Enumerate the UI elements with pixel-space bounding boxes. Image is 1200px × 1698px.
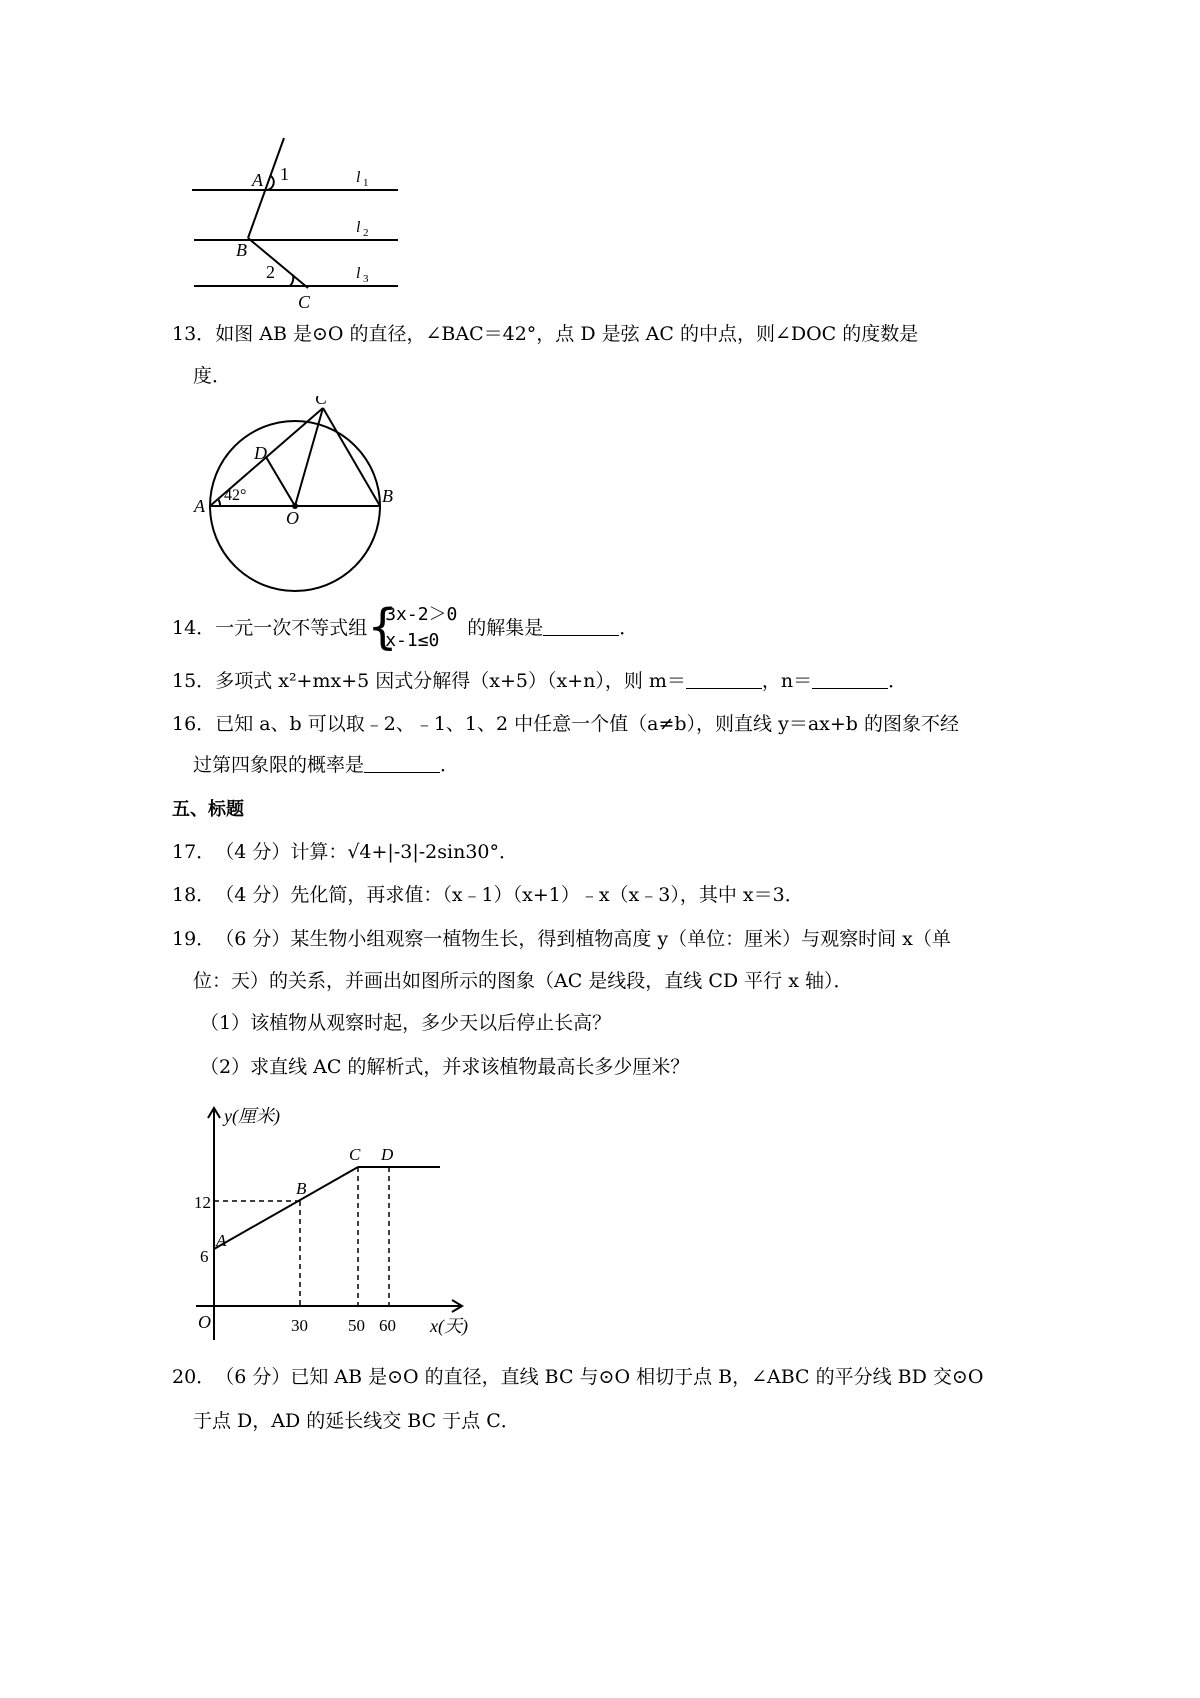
y-tick-12: 12 — [194, 1193, 211, 1212]
point-label-a: A — [194, 496, 205, 516]
question-20-continuation — [193, 1408, 520, 1434]
circle-figure — [188, 396, 408, 596]
line-label-l2-sub: 2 — [363, 227, 369, 239]
point-label-b: B — [296, 1179, 307, 1198]
question-text: （4 分）计算：√4+|-3|-2sin30°． — [215, 841, 518, 863]
question-number: 18． — [172, 884, 216, 906]
x-tick-50: 50 — [348, 1316, 365, 1335]
point-label-c: C — [349, 1145, 361, 1164]
question-13 — [172, 321, 918, 347]
question-text-cont: 度． — [193, 365, 232, 387]
line-label-l2: l — [356, 219, 361, 236]
question-number: 20． — [172, 1366, 216, 1388]
point-label-d: D — [381, 1145, 394, 1164]
x-axis-label: x(天) — [430, 1316, 468, 1336]
question-15 — [172, 668, 907, 694]
angle-label-1: 1 — [280, 164, 289, 184]
question-19-part-1 — [200, 1010, 611, 1036]
question-18 — [172, 882, 804, 908]
question-16-continuation — [193, 752, 459, 778]
line-label-l3-sub: 3 — [363, 273, 369, 285]
question-number: 19． — [172, 928, 216, 950]
question-17 — [172, 839, 518, 865]
question-19 — [172, 926, 951, 952]
question-number: 15． — [172, 670, 216, 692]
x-tick-60: 60 — [379, 1316, 396, 1335]
y-axis-label: y(厘米) — [224, 1106, 280, 1126]
question-text-mid: ，n＝ — [761, 670, 813, 692]
question-end: ． — [619, 617, 639, 639]
sub-question-1: （1）该植物从观察时起，多少天以后停止长高？ — [200, 1012, 612, 1034]
question-number: 13． — [172, 323, 216, 345]
point-label-a: A — [252, 170, 263, 190]
question-text: （4 分）先化简，再求值：（x﹣1）（x+1）﹣x（x﹣3），其中 x＝3． — [215, 884, 804, 906]
question-end: ． — [440, 754, 460, 776]
x-tick-30: 30 — [291, 1316, 308, 1335]
origin-label: O — [198, 1312, 211, 1332]
question-text: （6 分）已知 AB 是⊙O 的直径，直线 BC 与⊙O 相切于点 B，∠ABC 的平分线 BD 交⊙O — [215, 1366, 984, 1388]
question-number: 14． — [172, 617, 216, 639]
answer-blank-m[interactable] — [686, 670, 762, 689]
question-20 — [172, 1364, 983, 1390]
parallel-lines-figure — [180, 130, 420, 340]
line-label-l1-sub: 1 — [363, 177, 369, 189]
question-text: （6 分）某生物小组观察一植物生长，得到植物高度 y（单位：厘米）与观察时间 x（单 — [215, 928, 951, 950]
question-13-continuation — [193, 363, 231, 389]
question-19-continuation — [193, 968, 852, 994]
section-title: 五、标题 — [172, 799, 244, 820]
question-16 — [172, 711, 959, 737]
inequality-1: 3x-2＞0 — [385, 604, 458, 625]
brace-symbol: { — [367, 599, 398, 655]
question-text-before: 一元一次不等式组 — [215, 617, 368, 639]
point-label-d: D — [254, 443, 267, 463]
question-text-cont: 于点 D，AD 的延长线交 BC 于点 C． — [193, 1410, 520, 1432]
question-text: 已知 a、b 可以取﹣2、﹣1、1、2 中任意一个值（a≠b），则直线 y＝ax+b 的图象不经 — [215, 713, 960, 735]
y-tick-6: 6 — [200, 1247, 209, 1266]
question-text-after: 的解集是 — [467, 617, 544, 639]
point-label-c: C — [298, 292, 311, 312]
inequality-2: x-1≤0 — [385, 630, 440, 651]
question-text-before: 多项式 x²+mx+5 因式分解得（x+5）（x+n），则 m＝ — [215, 670, 686, 692]
line-label-l3: l — [356, 265, 361, 282]
point-label-c: C — [314, 396, 328, 408]
sub-question-2: （2）求直线 AC 的解析式，并求该植物最高长多少厘米？ — [200, 1056, 690, 1078]
question-14 — [172, 600, 638, 656]
question-number: 17． — [172, 841, 216, 863]
question-text-cont: 过第四象限的概率是 — [193, 754, 365, 776]
question-text-cont: 位：天）的关系，并画出如图所示的图象（AC 是线段，直线 CD 平行 x 轴）． — [193, 970, 853, 992]
answer-blank-n[interactable] — [812, 670, 888, 689]
inequality-system — [367, 599, 467, 655]
point-label-o: O — [286, 508, 299, 528]
angle-label-2: 2 — [266, 262, 275, 282]
section-heading — [172, 797, 244, 823]
point-label-b: B — [382, 486, 393, 506]
point-label-a: A — [216, 1231, 227, 1250]
point-label-b: B — [236, 240, 247, 260]
answer-blank[interactable] — [543, 617, 619, 636]
question-text: 如图 AB 是⊙O 的直径，∠BAC＝42°，点 D 是弦 AC 的中点，则∠DOC 的度数是 — [215, 323, 919, 345]
growth-graph — [186, 1100, 486, 1345]
question-number: 16． — [172, 713, 216, 735]
angle-label-42: 42° — [224, 487, 247, 504]
question-19-part-2 — [200, 1054, 689, 1080]
answer-blank[interactable] — [364, 754, 440, 773]
question-end: ． — [888, 670, 908, 692]
line-label-l1: l — [356, 169, 361, 186]
